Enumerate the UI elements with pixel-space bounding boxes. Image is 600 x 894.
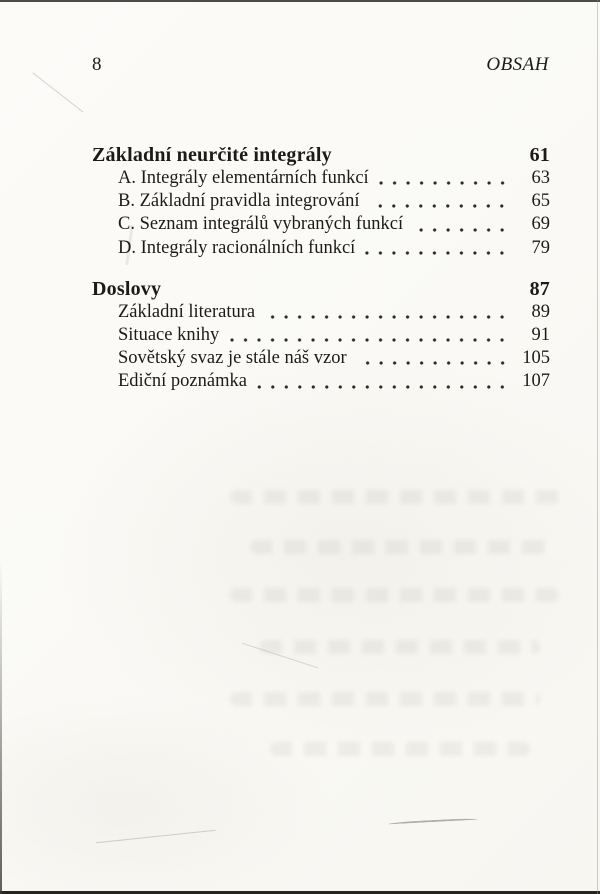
toc-entry-label: A. Integrály elementárních funkcí [118,168,369,188]
toc-entry-page: 89 [531,301,550,322]
toc-entry [92,190,550,213]
show-through-ghost [270,742,530,756]
toc-entry [92,301,550,324]
toc-entry-page: 107 [522,371,550,392]
toc-entry-page: 63 [531,168,550,188]
scan-edge-top [0,0,600,2]
toc-entry-label: B. Základní pravidla integrování [118,191,360,212]
page-number: 8 [92,54,102,75]
toc-entry [92,167,550,190]
toc-section [92,144,550,260]
show-through-ghost [250,540,550,554]
show-through-ghost [230,490,560,504]
toc-section-title: Doslovy [92,277,162,300]
toc-section [92,278,550,394]
toc-entry-label: Sovětský svaz je stále náš vzor [118,348,347,369]
toc-entry [92,237,550,260]
header-title: OBSAH [486,54,549,75]
dot-leader [379,178,509,188]
toc-section-header [92,278,550,301]
toc-entry-label: D. Integrály racionálních funkcí [118,237,356,258]
scan-crease [388,818,478,827]
dot-leader [265,312,509,322]
show-through-ghost [230,588,560,602]
scan-crease [32,72,83,112]
toc-entry-page: 65 [531,191,550,212]
toc-section-page: 61 [529,144,550,166]
toc-entry-label: Ediční poznámka [118,371,247,392]
toc-entry [92,347,550,370]
toc-section-items [92,167,550,260]
dot-leader [229,335,509,345]
toc-entry-page: 91 [531,325,550,346]
toc-section-page: 87 [529,277,550,300]
dot-leader [413,225,509,235]
toc-entry-label: Základní literatura [118,301,256,322]
scan-edge-left [0,560,2,894]
dot-leader [365,248,509,258]
toc-entry-page: 79 [531,237,550,258]
toc-entry [92,324,550,347]
show-through-ghost [230,692,540,706]
dot-leader [357,358,509,368]
toc-section-header [92,144,550,167]
dot-leader [257,382,509,392]
toc-section-title: Základní neurčité integrály [92,144,332,166]
show-through-ghost [260,640,540,654]
toc-entry-page: 105 [522,348,550,369]
toc-entry-page: 69 [531,214,550,235]
scan-crease [96,830,216,846]
toc-entry-label: C. Seznam integrálů vybraných funkcí [118,214,404,235]
dot-leader [369,201,509,211]
toc-entry [92,213,550,236]
scan-edge-right [597,0,598,894]
toc-entry [92,370,550,393]
toc-entry-label: Situace knihy [118,325,220,346]
table-of-contents [92,144,550,412]
page-header [92,54,549,76]
toc-section-items [92,301,550,394]
